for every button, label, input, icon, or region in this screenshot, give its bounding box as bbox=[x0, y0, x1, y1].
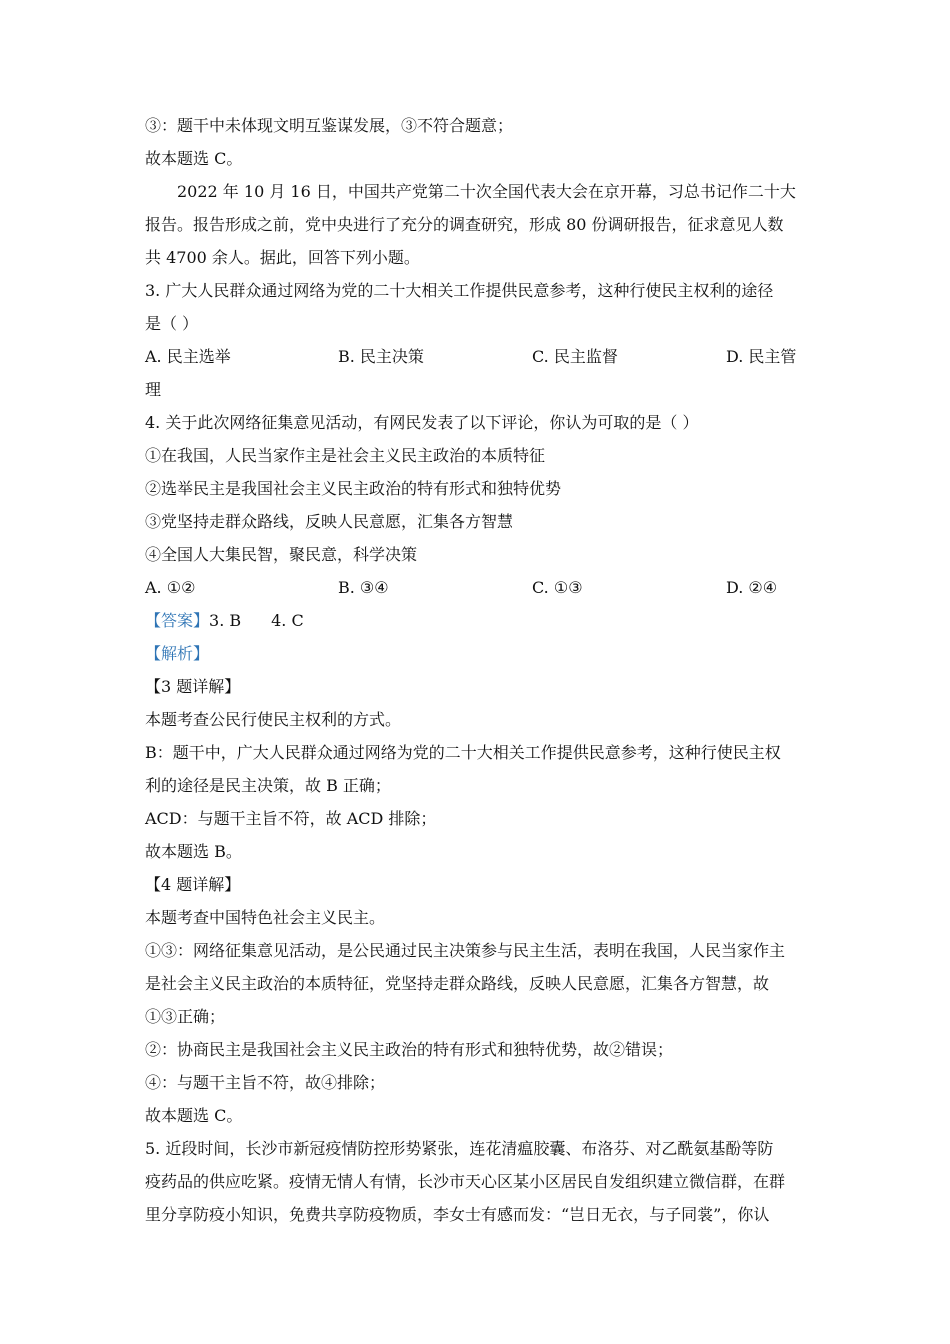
q4-statement-1: ①在我国，人民当家作主是社会主义民主政治的本质特征 bbox=[145, 446, 546, 465]
q3-option-b: B. 民主决策 bbox=[338, 347, 424, 366]
question-5-line-3: 里分享防疫小知识，免费共享防疫物质，李女士有感而发：“岂日无衣，与子同裳”，你认 bbox=[145, 1205, 770, 1224]
analysis-tag: 【解析】 bbox=[145, 644, 210, 663]
question-3-options bbox=[145, 346, 805, 368]
answer-line bbox=[145, 610, 304, 632]
q3-option-d-wrap: 理 bbox=[145, 380, 162, 399]
prev-conclusion: 故本题选 C。 bbox=[145, 149, 243, 168]
question-3-stem: 3. 广大人民群众通过网络为党的二十大相关工作提供民意参考，这种行使民主权利的途径 bbox=[145, 281, 774, 300]
question-5-line-1: 5. 近段时间，长沙市新冠疫情防控形势紧张，连花清瘟胶囊、布洛芬、对乙酰氨基酚等防 bbox=[145, 1139, 774, 1158]
detail-3-line-3: 利的途径是民主决策，故 B 正确； bbox=[145, 776, 391, 795]
question-5-line-2: 疫药品的供应吃紧。疫情无情人有情，长沙市天心区某小区居民自发组织建立微信群，在群 bbox=[145, 1172, 786, 1191]
q3-option-c: C. 民主监督 bbox=[532, 347, 618, 366]
detail-3-line-5: 故本题选 B。 bbox=[145, 842, 242, 861]
question-4-stem: 4. 关于此次网络征集意见活动，有网民发表了以下评论，你认为可取的是（ ） bbox=[145, 413, 699, 432]
detail-4-line-5: ②：协商民主是我国社会主义民主政治的特有形式和独特优势，故②错误； bbox=[145, 1040, 674, 1059]
detail-3-line-1: 本题考查公民行使民主权利的方式。 bbox=[145, 710, 402, 729]
q3-option-d: D. 民主管 bbox=[726, 347, 797, 366]
detail-3-line-4: ACD：与题干主旨不符，故 ACD 排除； bbox=[145, 809, 437, 828]
detail-4-line-2: ①③：网络征集意见活动，是公民通过民主决策参与民主生活，表明在我国，人民当家作主 bbox=[145, 941, 786, 960]
q3-option-a: A. 民主选举 bbox=[145, 347, 231, 366]
passage-line-3: 共 4700 余人。据此，回答下列小题。 bbox=[145, 248, 420, 267]
detail-4-line-1: 本题考查中国特色社会主义民主。 bbox=[145, 908, 386, 927]
detail-3-title: 【3 题详解】 bbox=[145, 677, 241, 696]
detail-4-line-6: ④：与题干主旨不符，故④排除； bbox=[145, 1073, 386, 1092]
q4-option-a: A. ①② bbox=[145, 578, 196, 597]
detail-4-line-4: ①③正确； bbox=[145, 1007, 226, 1026]
detail-4-title: 【4 题详解】 bbox=[145, 875, 241, 894]
answer-3: 3. B bbox=[209, 611, 242, 630]
answer-4: 4. C bbox=[271, 611, 304, 630]
passage-line-1: 2022 年 10 月 16 日，中国共产党第二十次全国代表大会在京开幕，习总书记作二十大 bbox=[177, 182, 796, 201]
detail-4-line-3: 是社会主义民主政治的本质特征，党坚持走群众路线，反映人民意愿，汇集各方智慧，故 bbox=[145, 974, 770, 993]
q4-statement-2: ②选举民主是我国社会主义民主政治的特有形式和独特优势 bbox=[145, 479, 562, 498]
prev-analysis-line: ③：题干中未体现文明互鉴谋发展，③不符合题意； bbox=[145, 116, 514, 135]
q4-option-d: D. ②④ bbox=[726, 578, 778, 597]
q4-option-b: B. ③④ bbox=[338, 578, 389, 597]
question-3-stem-cont: 是（ ） bbox=[145, 314, 199, 333]
q4-statement-4: ④全国人大集民智，聚民意，科学决策 bbox=[145, 545, 418, 564]
question-4-options bbox=[145, 577, 805, 599]
q4-statement-3: ③党坚持走群众路线，反映人民意愿，汇集各方智慧 bbox=[145, 512, 514, 531]
detail-3-line-2: B：题干中，广大人民群众通过网络为党的二十大相关工作提供民意参考，这种行使民主权 bbox=[145, 743, 781, 762]
passage-line-2: 报告。报告形成之前，党中央进行了充分的调查研究，形成 80 份调研报告，征求意见人数 bbox=[145, 215, 784, 234]
detail-4-line-7: 故本题选 C。 bbox=[145, 1106, 243, 1125]
q4-option-c: C. ①③ bbox=[532, 578, 583, 597]
answer-tag: 【答案】 bbox=[145, 611, 210, 630]
